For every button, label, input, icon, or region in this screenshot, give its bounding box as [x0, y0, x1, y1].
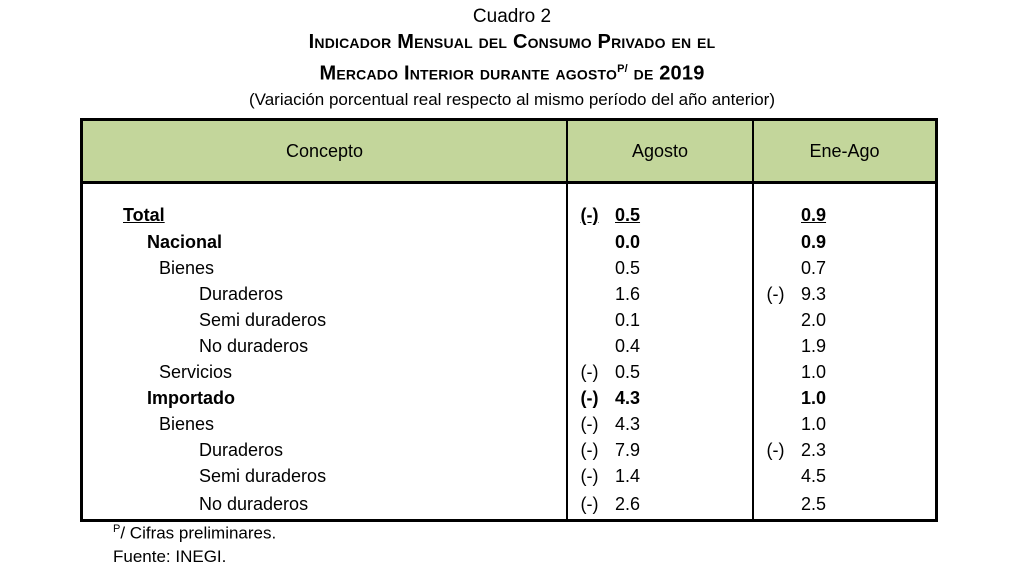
cell-ene-ago-sign [753, 411, 799, 437]
table-header-row [83, 121, 935, 183]
cell-ene-ago-value: 0.9 [799, 229, 935, 255]
concept-label: Importado [147, 387, 235, 408]
table-row [83, 411, 935, 437]
document-title-line2-pre: Mercado Interior durante agosto [319, 62, 618, 85]
cell-ene-ago-sign: (-) [753, 281, 799, 307]
cell-ene-ago-value: 9.3 [799, 281, 935, 307]
table-row [83, 183, 935, 230]
cell-ene-ago-sign: (-) [753, 437, 799, 463]
table-row [83, 281, 935, 307]
cell-agosto-value: 2.6 [613, 489, 753, 519]
cell-ene-ago-sign [753, 463, 799, 489]
table-row [83, 333, 935, 359]
cell-ene-ago-sign [753, 183, 799, 230]
footnotes [113, 518, 276, 568]
cell-agosto-value: 4.3 [613, 411, 753, 437]
cell-ene-ago-value: 2.0 [799, 307, 935, 333]
cell-concepto [83, 333, 567, 359]
cell-agosto-value: 0.0 [613, 229, 753, 255]
concept-label: Semi duraderos [199, 465, 327, 486]
cell-concepto [83, 359, 567, 385]
data-table [83, 121, 935, 519]
cell-agosto-value: 0.5 [613, 183, 753, 230]
footnote-source: Fuente: INEGI. [113, 546, 227, 566]
table-body [83, 183, 935, 520]
cell-ene-ago-sign [753, 333, 799, 359]
document-title-line2-post: de 2019 [627, 62, 705, 85]
cell-concepto [83, 255, 567, 281]
table-head [83, 121, 935, 183]
cell-concepto [83, 463, 567, 489]
table-row [83, 359, 935, 385]
cell-agosto-value: 1.6 [613, 281, 753, 307]
column-header-ene-ago: Ene-Ago [753, 121, 935, 183]
concept-label: Bienes [159, 257, 215, 278]
cell-agosto-sign: (-) [567, 489, 613, 519]
cell-agosto-sign: (-) [567, 183, 613, 230]
cell-agosto-value: 4.3 [613, 385, 753, 411]
table-row [83, 385, 935, 411]
concept-label: Duraderos [199, 283, 284, 304]
cell-agosto-value: 0.1 [613, 307, 753, 333]
cell-agosto-value: 7.9 [613, 437, 753, 463]
table-row [83, 463, 935, 489]
cell-ene-ago-sign [753, 255, 799, 281]
cell-concepto [83, 281, 567, 307]
cell-agosto-value: 1.4 [613, 463, 753, 489]
column-header-concepto: Concepto [83, 121, 567, 183]
cell-agosto-sign: (-) [567, 463, 613, 489]
cell-agosto-value: 0.5 [613, 359, 753, 385]
concept-label: Duraderos [199, 439, 284, 460]
concept-label: No duraderos [199, 493, 309, 514]
cell-agosto-value: 0.4 [613, 333, 753, 359]
cell-concepto [83, 307, 567, 333]
cell-agosto-sign: (-) [567, 359, 613, 385]
cell-ene-ago-sign [753, 489, 799, 519]
cell-ene-ago-sign [753, 359, 799, 385]
table-number-label: Cuadro 2 [472, 6, 552, 27]
cell-ene-ago-value: 1.0 [799, 385, 935, 411]
concept-label: Semi duraderos [199, 309, 327, 330]
footnote-preliminary-text: / Cifras preliminares. [120, 523, 277, 543]
cell-ene-ago-value: 4.5 [799, 463, 935, 489]
cell-ene-ago-value: 1.0 [799, 411, 935, 437]
table-row [83, 255, 935, 281]
cell-ene-ago-sign [753, 229, 799, 255]
table-row [83, 489, 935, 519]
preliminary-superscript: P/ [617, 63, 628, 75]
cell-ene-ago-value: 2.5 [799, 489, 935, 519]
cell-agosto-sign [567, 307, 613, 333]
document-title [0, 29, 1024, 88]
concept-label: Nacional [147, 231, 223, 252]
cell-agosto-sign: (-) [567, 437, 613, 463]
cell-concepto [83, 183, 567, 230]
cell-ene-ago-value: 0.7 [799, 255, 935, 281]
cell-concepto [83, 229, 567, 255]
concept-label: Servicios [159, 361, 233, 382]
cell-agosto-sign [567, 229, 613, 255]
table-row [83, 437, 935, 463]
cell-agosto-sign [567, 255, 613, 281]
cell-concepto [83, 437, 567, 463]
cell-concepto [83, 411, 567, 437]
title-block [0, 0, 1024, 112]
cell-ene-ago-sign [753, 307, 799, 333]
cell-concepto [83, 385, 567, 411]
document-subtitle: (Variación porcentual real respecto al mismo período del año anterior) [248, 89, 775, 109]
cell-ene-ago-value: 1.0 [799, 359, 935, 385]
cell-agosto-sign [567, 333, 613, 359]
concept-label: Bienes [159, 413, 215, 434]
cell-ene-ago-value: 1.9 [799, 333, 935, 359]
footnote-preliminary [113, 518, 276, 545]
cell-ene-ago-value: 2.3 [799, 437, 935, 463]
table-row [83, 229, 935, 255]
footnote-marker: P [113, 523, 121, 535]
concept-label: No duraderos [199, 335, 309, 356]
data-table-container [80, 118, 938, 522]
cell-agosto-sign: (-) [567, 385, 613, 411]
cell-agosto-sign [567, 281, 613, 307]
cell-agosto-value: 0.5 [613, 255, 753, 281]
cell-concepto [83, 489, 567, 519]
column-header-agosto: Agosto [567, 121, 753, 183]
table-row [83, 307, 935, 333]
cell-ene-ago-sign [753, 385, 799, 411]
cell-ene-ago-value: 0.9 [799, 183, 935, 230]
document-title-line1: Indicador Mensual del Consumo Privado en el [308, 31, 716, 53]
cell-agosto-sign: (-) [567, 411, 613, 437]
concept-label: Total [123, 205, 165, 225]
